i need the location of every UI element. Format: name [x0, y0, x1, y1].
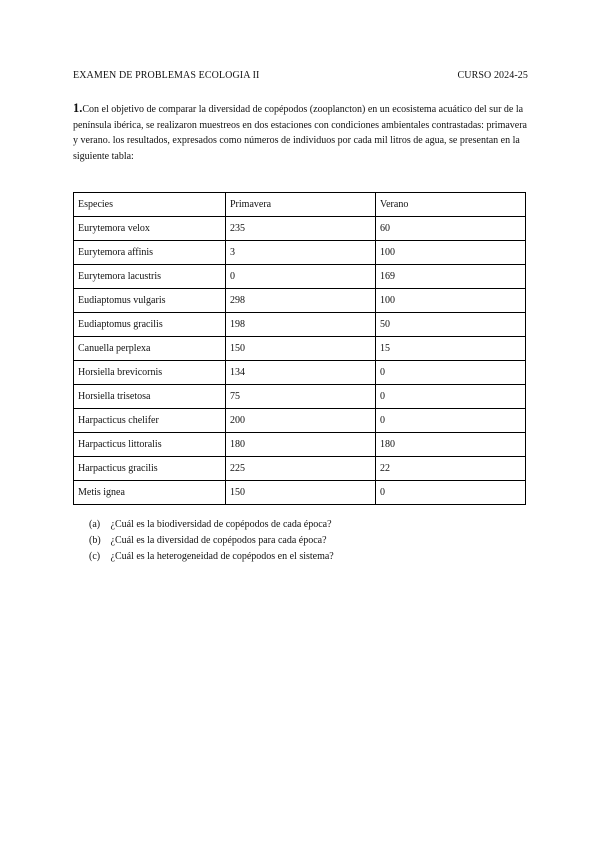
table-row [74, 385, 526, 409]
table-header-row [74, 193, 526, 217]
cell-summer: 180 [376, 433, 526, 457]
cell-species: Eurytemora lacustris [74, 265, 226, 289]
cell-spring: 75 [226, 385, 376, 409]
cell-spring: 235 [226, 217, 376, 241]
cell-summer: 0 [376, 361, 526, 385]
cell-spring: 198 [226, 313, 376, 337]
question-item [89, 533, 334, 549]
table-row [74, 289, 526, 313]
cell-summer: 100 [376, 289, 526, 313]
column-header-spring: Primavera [226, 193, 376, 217]
table-row [74, 433, 526, 457]
cell-spring: 3 [226, 241, 376, 265]
question-marker: (c) [89, 551, 101, 562]
question-marker: (a) [89, 519, 101, 530]
course-label: CURSO 2024-25 [457, 70, 528, 81]
question-list [89, 517, 334, 565]
cell-spring: 200 [226, 409, 376, 433]
cell-species: Eudiaptomus gracilis [74, 313, 226, 337]
table-row [74, 361, 526, 385]
cell-species: Harpacticus gracilis [74, 457, 226, 481]
table-row [74, 241, 526, 265]
cell-summer: 22 [376, 457, 526, 481]
cell-species: Metis ignea [74, 481, 226, 505]
cell-summer: 100 [376, 241, 526, 265]
cell-summer: 50 [376, 313, 526, 337]
question-item [89, 549, 334, 565]
exam-header [73, 70, 528, 81]
question-text: ¿Cuál es la diversidad de copépodos para cada época? [110, 535, 327, 546]
table-row [74, 217, 526, 241]
cell-species: Eurytemora velox [74, 217, 226, 241]
question-marker: (b) [89, 535, 101, 546]
table-row [74, 265, 526, 289]
cell-species: Harpacticus littoralis [74, 433, 226, 457]
cell-summer: 169 [376, 265, 526, 289]
table-row [74, 409, 526, 433]
cell-species: Eudiaptomus vulgaris [74, 289, 226, 313]
cell-species: Canuella perplexa [74, 337, 226, 361]
cell-spring: 150 [226, 481, 376, 505]
cell-species: Horsiella brevicornis [74, 361, 226, 385]
question-text: ¿Cuál es la heterogeneidad de copépodos en el sistema? [110, 551, 334, 562]
cell-summer: 15 [376, 337, 526, 361]
cell-summer: 60 [376, 217, 526, 241]
table-body [74, 217, 526, 505]
exam-title: EXAMEN DE PROBLEMAS ECOLOGIA II [73, 70, 260, 81]
problem-text: Con el objetivo de comparar la diversidad de copépodos (zooplancton) en un ecosistema acuático del sur de la península ibérica, se realizaron muestreos en dos estaciones con condiciones ambientales contrastadas: primavera y verano. los resultados, expresados como números de individuos por cada mil litros de agua, se presentan en la siguiente tabla: [73, 104, 527, 162]
cell-spring: 134 [226, 361, 376, 385]
cell-spring: 150 [226, 337, 376, 361]
problem-statement [73, 101, 533, 164]
table-row [74, 481, 526, 505]
cell-species: Harpacticus chelifer [74, 409, 226, 433]
cell-summer: 0 [376, 481, 526, 505]
cell-summer: 0 [376, 409, 526, 433]
question-text: ¿Cuál es la biodiversidad de copépodos de cada época? [110, 519, 332, 530]
question-item [89, 517, 334, 533]
cell-species: Eurytemora affinis [74, 241, 226, 265]
table-row [74, 313, 526, 337]
cell-spring: 298 [226, 289, 376, 313]
problem-number: 1. [73, 101, 83, 115]
cell-species: Horsiella trisetosa [74, 385, 226, 409]
cell-spring: 0 [226, 265, 376, 289]
cell-summer: 0 [376, 385, 526, 409]
table-row [74, 457, 526, 481]
table-row [74, 337, 526, 361]
cell-spring: 180 [226, 433, 376, 457]
column-header-species: Especies [74, 193, 226, 217]
species-table [73, 192, 526, 505]
cell-spring: 225 [226, 457, 376, 481]
column-header-summer: Verano [376, 193, 526, 217]
